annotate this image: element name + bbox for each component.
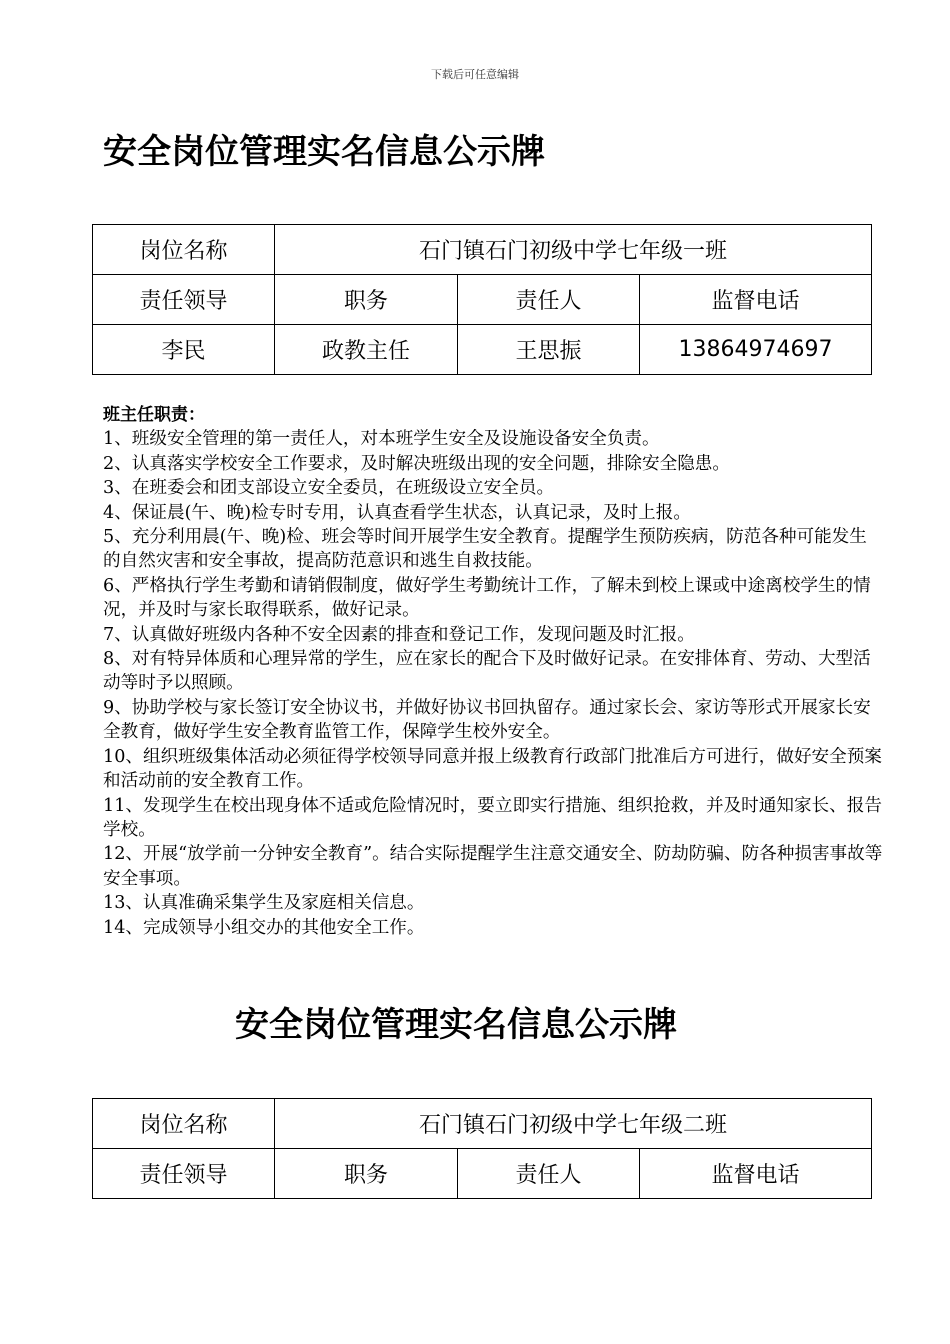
cell-responsible: 王思振 xyxy=(458,325,640,375)
duties-title: 班主任职责： xyxy=(103,405,205,425)
header-leader: 责任领导 xyxy=(93,275,275,325)
duty-item: 3、在班委会和团支部设立安全委员，在班级设立安全员。 xyxy=(103,478,555,499)
header-leader: 责任领导 xyxy=(93,1149,275,1199)
duty-item: 11、发现学生在校出现身体不适或危险情况时，要立即实行措施、组织抢救，并及时通知家长、报告学校。 xyxy=(103,795,882,840)
duty-item: 10、组织班级集体活动必须征得学校领导同意并报上级教育行政部门批准后方可进行，做好安全预案和活动前的安全教育工作。 xyxy=(103,746,882,792)
page-title: 安全岗位管理实名信息公示牌 xyxy=(103,132,545,172)
post-value: 石门镇石门初级中学七年级一班 xyxy=(275,225,872,275)
post-label: 岗位名称 xyxy=(93,225,275,275)
header-responsible: 责任人 xyxy=(458,1149,640,1199)
duty-item: 8、对有特异体质和心理异常的学生，应在家长的配合下及时做好记录。在安排体育、劳动、大型活动等时予以照顾。 xyxy=(103,649,871,694)
post-value: 石门镇石门初级中学七年级二班 xyxy=(275,1099,872,1149)
info-table-2 xyxy=(92,1098,872,1199)
duties-section xyxy=(103,403,883,940)
duty-item: 2、认真落实学校安全工作要求，及时解决班级出现的安全问题，排除安全隐患。 xyxy=(103,453,730,474)
info-table-1 xyxy=(92,224,872,375)
header-position: 职务 xyxy=(275,275,458,325)
header-position: 职务 xyxy=(275,1149,458,1199)
post-label: 岗位名称 xyxy=(93,1099,275,1149)
cell-position: 政教主任 xyxy=(275,325,458,375)
duty-item: 14、完成领导小组交办的其他安全工作。 xyxy=(103,917,425,938)
cell-leader: 李民 xyxy=(93,325,275,375)
duty-item: 4、保证晨(午、晚)检专时专用，认真查看学生状态，认真记录，及时上报。 xyxy=(103,502,691,523)
header-responsible: 责任人 xyxy=(458,275,640,325)
duty-item: 9、协助学校与家长签订安全协议书，并做好协议书回执留存。通过家长会、家访等形式开展家长安全教育，做好学生安全教育监管工作，保障学生校外安全。 xyxy=(103,697,871,743)
duty-item: 6、严格执行学生考勤和请销假制度，做好学生考勤统计工作，了解未到校上课或中途离校学生的情况，并及时与家长取得联系，做好记录。 xyxy=(103,575,871,621)
page-title-2: 安全岗位管理实名信息公示牌 xyxy=(235,1005,677,1045)
duty-item: 5、充分利用晨(午、晚)检、班会等时间开展学生安全教育。提醒学生预防疾病，防范各种可能发生的自然灾害和安全事故，提高防范意识和逃生自救技能。 xyxy=(103,527,867,572)
cell-phone: 13864974697 xyxy=(640,325,872,375)
duty-item: 13、认真准确采集学生及家庭相关信息。 xyxy=(103,893,425,914)
duty-item: 12、开展“放学前一分钟安全教育”。结合实际提醒学生注意交通安全、防劫防骗、防各种损害事故等安全事项。 xyxy=(103,844,883,889)
table-row xyxy=(93,325,872,375)
header-phone: 监督电话 xyxy=(640,275,872,325)
table-row xyxy=(93,225,872,275)
table-row xyxy=(93,1149,872,1199)
duty-item: 7、认真做好班级内各种不安全因素的排查和登记工作，发现问题及时汇报。 xyxy=(103,624,695,645)
table-row xyxy=(93,275,872,325)
table-row xyxy=(93,1099,872,1149)
header-note: 下载后可任意编辑 xyxy=(431,68,519,81)
header-phone: 监督电话 xyxy=(640,1149,872,1199)
duty-item: 1、班级安全管理的第一责任人，对本班学生安全及设施设备安全负责。 xyxy=(103,429,660,450)
